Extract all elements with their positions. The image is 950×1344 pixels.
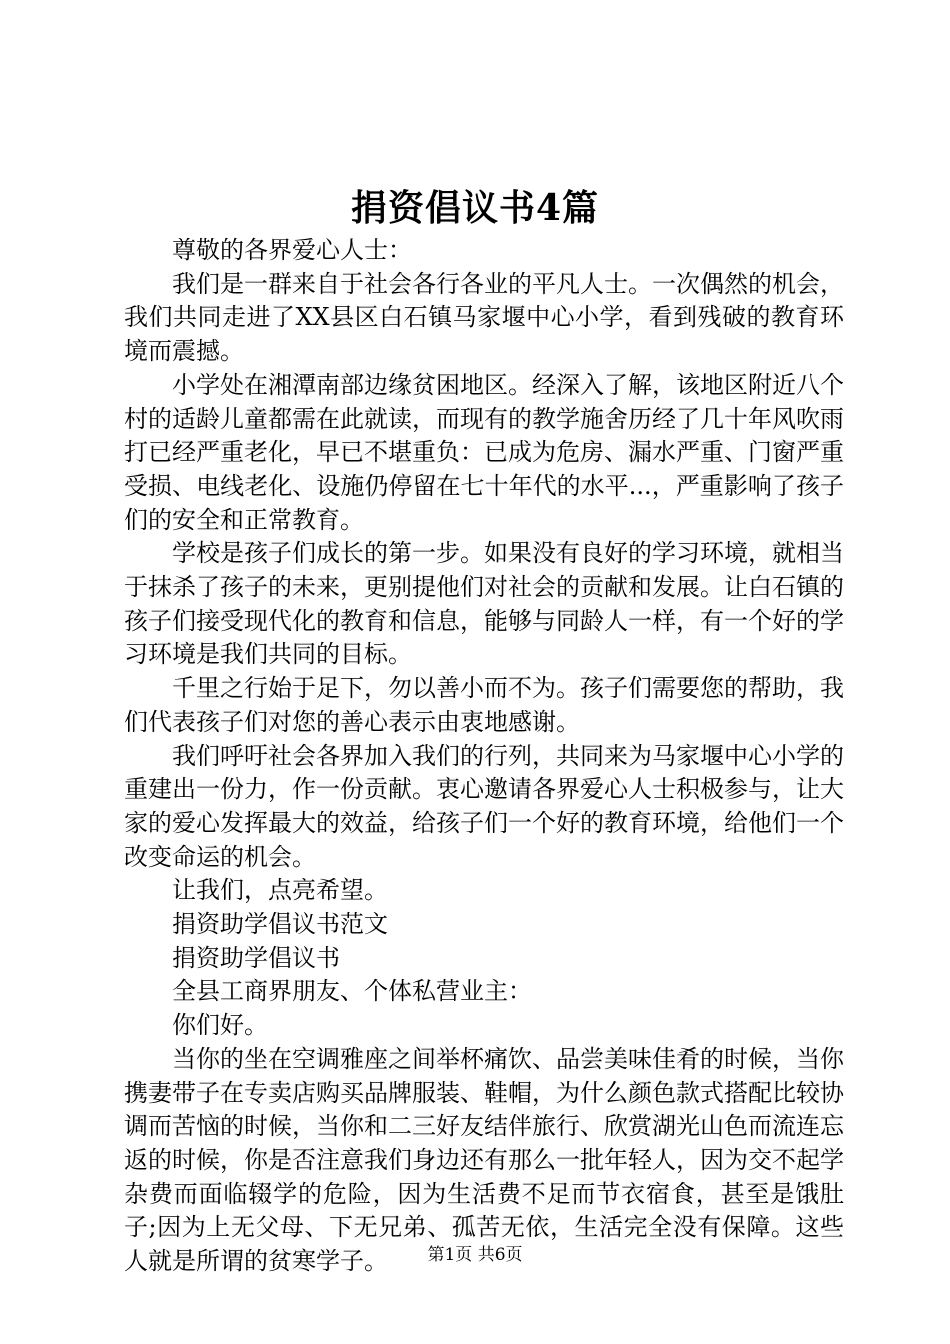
greeting: 你们好。 xyxy=(172,1011,268,1040)
paragraph: 我们呼吁社会各界加入我们的行列，共同来为马家堰中心小学的重建出一份力，作一份贡献。衷心邀请各界爱心人士积极参与，让大家的爱心发挥最大的效益，给孩子们一个好的教育环境，给他们一个改变命运的机会。 xyxy=(124,741,844,871)
paragraph: 当你的坐在空调雅座之间举杯痛饮、品尝美味佳肴的时候，当你携妻带子在专卖店购买品牌服装、鞋帽，为什么颜色款式搭配比较协调而苦恼的时候，当你和二三好友结伴旅行、欣赏湖光山色而流连忘返的时候，你是否注意我们身边还有那么一批年轻人，因为交不起学杂费而面临辍学的危险，因为生活费不足而节衣宿食，甚至是饿肚子;因为上无父母、下无兄弟、孤苦无依，生活完全没有保障。这些人就是所谓的贫寒学子。 xyxy=(124,1044,844,1276)
salutation: 尊敬的各界爱心人士： xyxy=(172,236,412,264)
paragraph: 让我们，点亮希望。 xyxy=(172,876,388,905)
document-body xyxy=(124,234,844,1279)
document-title: 捐资倡议书4篇 xyxy=(350,187,600,229)
salutation: 全县工商界朋友、个体私营业主： xyxy=(172,977,532,1006)
paragraph: 小学处在湘潭南部边缘贫困地区。经深入了解，该地区附近八个村的适龄儿童都需在此就读，而现有的教学施舍历经了几十年风吹雨打已经严重老化，早已不堪重负：已成为危房、漏水严重、门窗严重受损、电线老化、设施仍停留在七十年代的水平...，严重影响了孩子们的安全和正常教育。 xyxy=(124,370,844,534)
paragraph: 学校是孩子们成长的第一步。如果没有良好的学习环境，就相当于抹杀了孩子的未来，更别提他们对社会的贡献和发展。让白石镇的孩子们接受现代化的教育和信息，能够与同龄人一样，有一个好的学习环境是我们共同的目标。 xyxy=(124,539,844,669)
section-heading: 捐资助学倡议书 xyxy=(172,943,340,972)
section-heading: 捐资助学倡议书范文 xyxy=(172,910,388,939)
paragraph: 千里之行始于足下，勿以善小而不为。孩子们需要您的帮助，我们代表孩子们对您的善心表示由衷地感谢。 xyxy=(124,674,844,736)
page-number: 第1页 共6页 xyxy=(427,1245,523,1265)
paragraph: 我们是一群来自于社会各行各业的平凡人士。一次偶然的机会，我们共同走进了XX县区白石镇马家堰中心小学，看到残破的教育环境而震撼。 xyxy=(124,269,844,366)
